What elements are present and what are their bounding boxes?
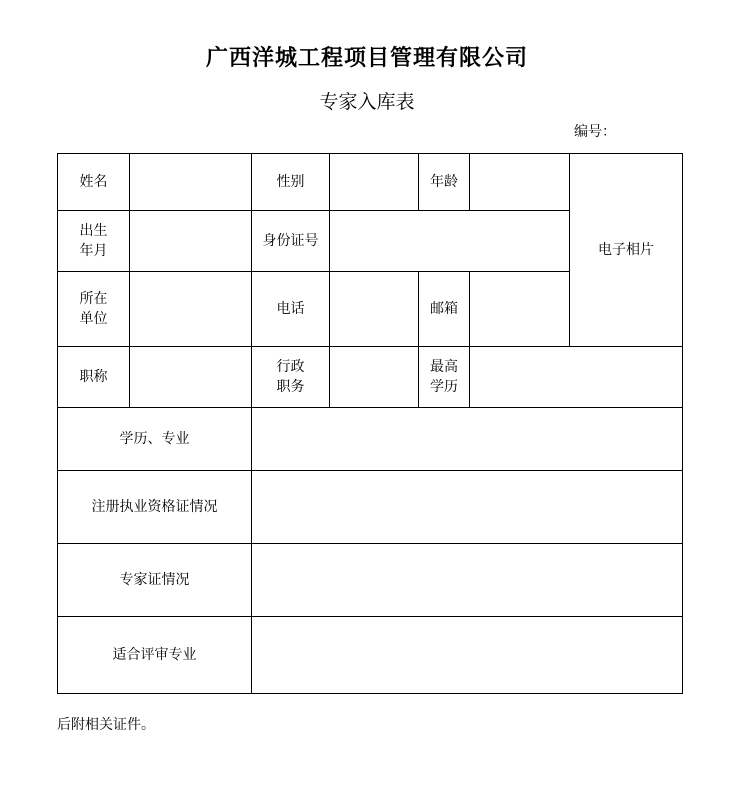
age-field[interactable] — [470, 154, 570, 211]
phone-field[interactable] — [330, 272, 419, 347]
email-label: 邮箱 — [419, 272, 470, 347]
highest-degree-label-line2: 学历 — [430, 379, 458, 395]
review-major-field[interactable] — [252, 617, 683, 694]
education-major-field[interactable] — [252, 408, 683, 471]
unit-label-line2: 单位 — [79, 311, 108, 327]
unit-label-line1: 所在 — [79, 291, 108, 307]
registration-qualification-label: 注册执业资格证情况 — [58, 471, 252, 544]
expert-certificate-label: 专家证情况 — [58, 544, 252, 617]
serial-number-label: 编号： — [574, 124, 616, 140]
registration-qualification-field[interactable] — [252, 471, 683, 544]
phone-label: 电话 — [252, 272, 330, 347]
expert-registration-table — [57, 153, 683, 694]
age-label: 年龄 — [419, 154, 470, 211]
admin-position-label-line2: 职务 — [276, 379, 305, 395]
id-number-label: 身份证号 — [252, 211, 330, 272]
footnote: 后附相关证件。 — [57, 717, 155, 733]
review-major-label: 适合评审专业 — [58, 617, 252, 694]
gender-label: 性别 — [252, 154, 330, 211]
company-name: 广西洋城工程项目管理有限公司 — [205, 45, 528, 71]
name-field[interactable] — [130, 154, 252, 211]
admin-position-label — [252, 347, 330, 408]
admin-position-label-line1: 行政 — [276, 359, 305, 375]
highest-degree-label-line1: 最高 — [430, 359, 458, 375]
highest-degree-field[interactable] — [470, 347, 683, 408]
education-major-label: 学历、专业 — [58, 408, 252, 471]
email-field[interactable] — [470, 272, 570, 347]
professional-title-field[interactable] — [130, 347, 252, 408]
highest-degree-label — [419, 347, 470, 408]
birth-label-line2: 年月 — [79, 243, 108, 259]
unit-field[interactable] — [130, 272, 252, 347]
birth-label-line1: 出生 — [79, 223, 108, 239]
expert-certificate-field[interactable] — [252, 544, 683, 617]
birth-label — [58, 211, 130, 272]
name-label: 姓名 — [58, 154, 130, 211]
id-number-field[interactable] — [330, 211, 570, 272]
gender-field[interactable] — [330, 154, 419, 211]
unit-label — [58, 272, 130, 347]
birth-field[interactable] — [130, 211, 252, 272]
form-title: 专家入库表 — [319, 91, 415, 113]
photo-cell[interactable]: 电子相片 — [570, 154, 683, 347]
admin-position-field[interactable] — [330, 347, 419, 408]
professional-title-label: 职称 — [58, 347, 130, 408]
